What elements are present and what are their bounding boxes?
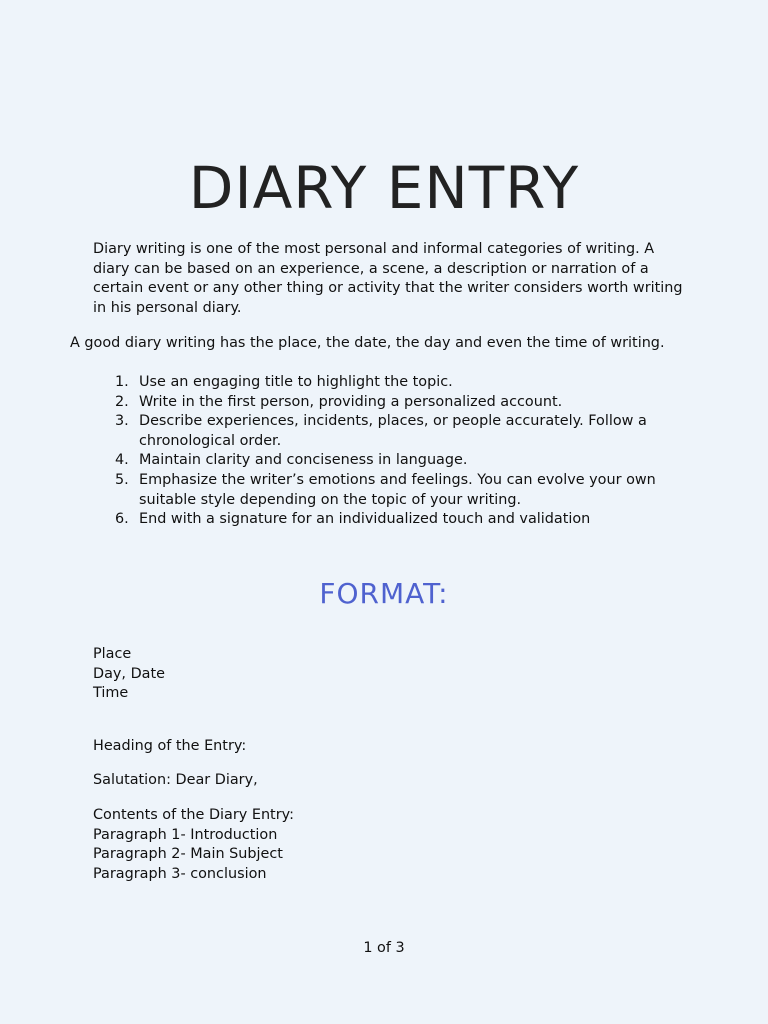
page-title: DIARY ENTRY bbox=[188, 154, 580, 222]
list-item-number: 2. bbox=[115, 393, 129, 410]
list-item bbox=[115, 393, 684, 413]
list-item-text: Emphasize the writer’s emotions and feelings. You can evolve your own suitable style depending on the topic of your writing. bbox=[139, 471, 656, 508]
list-item bbox=[115, 373, 684, 393]
format-salutation: Salutation: Dear Diary, bbox=[93, 772, 258, 788]
format-day-date: Day, Date bbox=[93, 665, 165, 682]
rules-list bbox=[115, 373, 684, 530]
format-time: Time bbox=[93, 685, 129, 702]
format-paragraph-3: Paragraph 3- conclusion bbox=[93, 865, 267, 882]
list-item-text: Describe experiences, incidents, places, or people accurately. Follow a chronological order. bbox=[139, 413, 647, 449]
format-paragraph-1: Paragraph 1- Introduction bbox=[93, 826, 278, 843]
list-item-text: Write in the first person, providing a personalized account. bbox=[139, 393, 563, 410]
format-heading: FORMAT: bbox=[319, 577, 449, 610]
format-salutation-line bbox=[93, 771, 258, 791]
format-heading-line bbox=[93, 737, 246, 757]
format-entry-heading: Heading of the Entry: bbox=[93, 738, 247, 754]
list-item bbox=[115, 451, 684, 471]
list-item-number: 3. bbox=[115, 413, 129, 430]
list-item-number: 1. bbox=[115, 374, 129, 390]
list-item-number: 6. bbox=[115, 511, 129, 528]
format-place: Place bbox=[93, 646, 132, 662]
list-item-number: 4. bbox=[115, 452, 129, 469]
page-number: 1 of 3 bbox=[363, 940, 405, 956]
intro-paragraph: Diary writing is one of the most personal and informal categories of writing. A diary can be based on an experience, a scene, a description or narration of a certain event or any other thing or activity that the writer considers worth writing in his personal diary. bbox=[93, 241, 683, 316]
list-item-text: End with a signature for an individualized touch and validation bbox=[139, 511, 591, 528]
list-item-number: 5. bbox=[115, 471, 129, 488]
contents-block bbox=[93, 806, 294, 884]
list-item-text: Use an engaging title to highlight the topic. bbox=[139, 374, 453, 390]
place-date-time-block bbox=[93, 645, 165, 704]
lead-paragraph: A good diary writing has the place, the date, the day and even the time of writing. bbox=[70, 335, 665, 351]
list-item bbox=[115, 510, 684, 530]
list-item bbox=[115, 471, 684, 510]
list-item-text: Maintain clarity and conciseness in language. bbox=[139, 452, 468, 469]
format-contents: Contents of the Diary Entry: bbox=[93, 807, 294, 823]
list-item bbox=[115, 412, 684, 451]
format-paragraph-2: Paragraph 2- Main Subject bbox=[93, 846, 283, 863]
